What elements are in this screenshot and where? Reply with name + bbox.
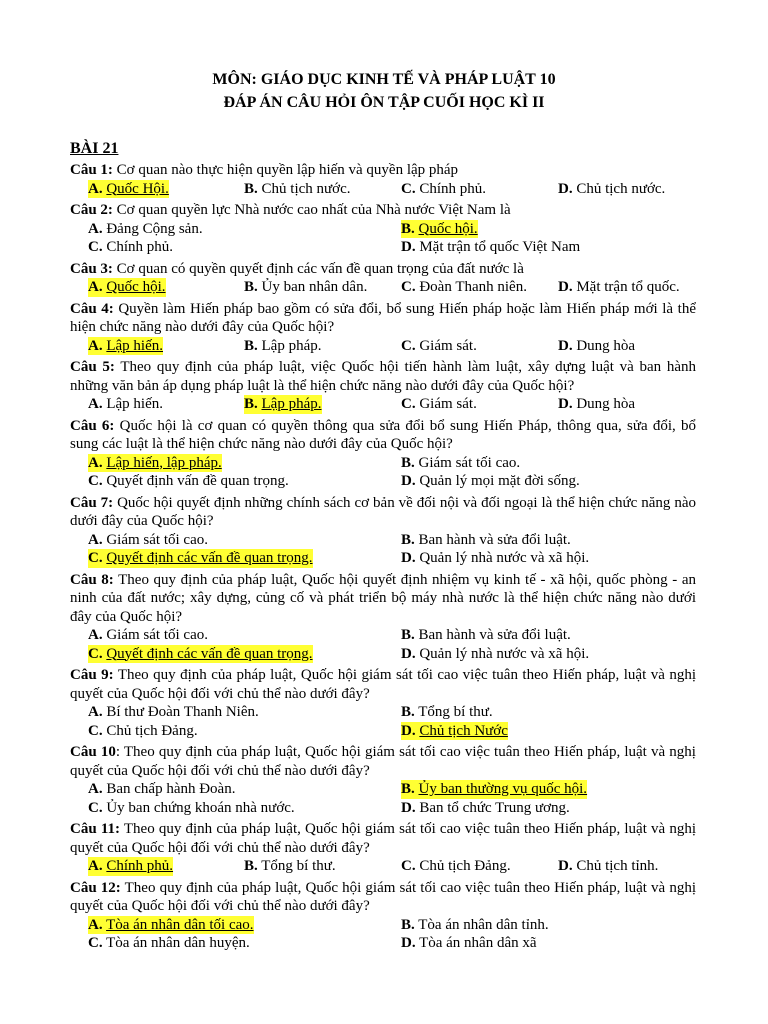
question-8: Câu 8: Theo quy định của pháp luật, Quốc hội quyết định nhiệm vụ kinh tế - xã hội, quốc phòng - an ninh của đất nước; xây dựng, củng cố và phát triển bộ máy nhà nước là thể hiện chức năng nào dưới đây của Quốc hội?: [70, 571, 696, 625]
option-b: B. Ban hành và sửa đổi luật.: [401, 627, 571, 643]
option-a-answer: A. Quốc Hội.: [88, 180, 169, 197]
option-d: D. Dung hòa: [558, 396, 636, 412]
option-d: D. Mặt trận tổ quốc.: [558, 279, 680, 295]
option-c: C. Ủy ban chứng khoán nhà nước.: [88, 799, 295, 816]
option-d: D. Quản lý nhà nước và xã hội.: [401, 550, 590, 566]
options-row: [70, 472, 696, 491]
question-12: Câu 12: Theo quy định của pháp luật, Quốc hội giám sát tối cao việc tuân theo Hiến pháp, luật và nghị quyết của Quốc hội đối với chủ thể nào dưới đây?: [70, 879, 697, 914]
question-10: Câu 10: Theo quy định của pháp luật, Quốc hội giám sát tối cao việc tuân theo Hiến pháp, luật và nghị quyết của Quốc hội đối với chủ thể nào dưới đây?: [70, 744, 696, 779]
option-a-answer: A. Lập hiến.: [88, 337, 163, 354]
option-a-answer: A. Lập hiến, lập pháp.: [88, 454, 222, 471]
option-a: A. Giám sát tối cao.: [88, 627, 208, 643]
options-row: [70, 645, 696, 664]
option-d-answer: D. Chủ tịch Nước: [401, 722, 508, 739]
question-11: Câu 11: Theo quy định của pháp luật, Quốc hội giám sát tối cao việc tuân theo Hiến pháp, luật và nghị quyết của Quốc hội đối với chủ thể nào dưới đây?: [70, 821, 696, 856]
question-list: [70, 161, 696, 953]
option-b: B. Tổng bí thư.: [244, 858, 336, 874]
options-row: [70, 799, 696, 818]
option-b: B. Tổng bí thư.: [401, 704, 493, 720]
option-d: D. Chủ tịch nước.: [558, 180, 666, 197]
options-row: [70, 626, 696, 645]
option-b-answer: B. Lập pháp.: [244, 396, 322, 412]
options-row: [70, 531, 696, 550]
option-d: D. Ban tổ chức Trung ương.: [401, 799, 570, 816]
document-title: ĐÁP ÁN CÂU HỎI ÔN TẬP CUỐI HỌC KÌ II: [223, 94, 545, 111]
options-row: [70, 337, 696, 356]
options-row: [70, 180, 696, 199]
question-7: Câu 7: Quốc hội quyết định những chính sách cơ bản về đối nội và đối ngoại là thể hiện chức năng nào dưới đây của Quốc hội?: [70, 494, 696, 529]
option-c: C. Chủ tịch Đảng.: [401, 858, 511, 874]
options-row: [70, 238, 696, 257]
option-c-answer: C. Quyết định các vấn đề quan trọng.: [88, 550, 313, 566]
option-d: D. Mặt trận tổ quốc Việt Nam: [401, 239, 581, 255]
option-a: A. Giám sát tối cao.: [88, 531, 208, 548]
option-c: C. Chính phủ.: [88, 239, 174, 255]
question-3: Câu 3: Cơ quan có quyền quyết định các vấn đề quan trọng của đất nước là: [70, 260, 524, 277]
options-row: [70, 857, 696, 876]
option-c: C. Tòa án nhân dân huyện.: [88, 935, 250, 951]
option-b: B. Giám sát tối cao.: [401, 454, 521, 471]
option-d: D. Quản lý mọi mặt đời sống.: [401, 473, 580, 489]
question-6: Câu 6: Quốc hội là cơ quan có quyền thông qua sửa đổi bổ sung Hiến Pháp, thông qua, sửa đổi, bổ sung các luật là thể hiện chức năng nào dưới đây của Quốc hội?: [70, 417, 697, 452]
options-row: [70, 780, 696, 799]
option-b: B. Ủy ban nhân dân.: [244, 279, 368, 295]
options-row: [70, 220, 696, 239]
option-c: C. Chủ tịch Đảng.: [88, 722, 198, 739]
options-row: [70, 454, 696, 473]
question-1: Câu 1: Cơ quan nào thực hiện quyền lập hiến và quyền lập pháp: [70, 162, 459, 178]
option-c-answer: C. Quyết định các vấn đề quan trọng.: [88, 645, 313, 662]
option-b: B. Lập pháp.: [244, 337, 322, 354]
section-heading: BÀI 21: [70, 140, 119, 157]
option-a: A. Lập hiến.: [88, 396, 163, 412]
question-4: Câu 4: Quyền làm Hiến pháp bao gồm có sửa đổi, bổ sung Hiến pháp hoặc làm Hiến pháp mới là thể hiện chức năng nào dưới đây của Quốc hội?: [70, 300, 696, 335]
option-d: D. Dung hòa: [558, 337, 636, 354]
option-c: C. Giám sát.: [401, 337, 477, 354]
option-b: B. Chủ tịch nước.: [244, 180, 351, 197]
question-9: Câu 9: Theo quy định của pháp luật, Quốc hội giám sát tối cao việc tuân theo Hiến pháp, luật và nghị quyết của Quốc hội đối với chủ thể nào dưới đây?: [70, 667, 697, 702]
option-c: C. Quyết định vấn đề quan trọng.: [88, 473, 289, 489]
option-c: C. Chính phủ.: [401, 180, 487, 197]
option-b: B. Tòa án nhân dân tỉnh.: [401, 916, 549, 933]
option-d: D. Chủ tịch tỉnh.: [558, 858, 659, 874]
options-row: [70, 549, 696, 568]
option-a-answer: A. Tòa án nhân dân tối cao.: [88, 916, 254, 933]
option-c: C. Giám sát.: [401, 396, 477, 412]
options-row: [70, 934, 696, 953]
options-row: [70, 722, 696, 741]
question-5: Câu 5: Theo quy định của pháp luật, việc Quốc hội tiến hành làm luật, xây dựng luật và ban hành những văn bản áp dụng pháp luật là thể hiện chức năng nào dưới đây của Quốc hội?: [70, 359, 697, 394]
options-row: [70, 395, 696, 414]
option-b-answer: B. Ủy ban thường vụ quốc hội.: [401, 781, 588, 797]
option-a: A. Bí thư Đoàn Thanh Niên.: [88, 704, 259, 720]
option-b: B. Ban hành và sửa đổi luật.: [401, 531, 571, 548]
option-c: C. Đoàn Thanh niên.: [401, 279, 527, 295]
options-row: [70, 278, 696, 297]
options-row: [70, 703, 696, 722]
question-2: Câu 2: Cơ quan quyền lực Nhà nước cao nhất của Nhà nước Việt Nam là: [70, 202, 511, 218]
option-d: D. Quản lý nhà nước và xã hội.: [401, 645, 590, 662]
option-b-answer: B. Quốc hội.: [401, 220, 478, 237]
subject-title: MÔN: GIÁO DỤC KINH TẾ VÀ PHÁP LUẬT 10: [212, 71, 556, 88]
option-d: D. Tòa án nhân dân xã: [401, 935, 537, 951]
options-row: [70, 916, 696, 935]
option-a-answer: A. Chính phủ.: [88, 858, 174, 874]
option-a-answer: A. Quốc hội.: [88, 279, 166, 295]
option-a: A. Ban chấp hành Đoàn.: [88, 781, 236, 797]
option-a: A. Đảng Cộng sản.: [88, 220, 203, 237]
